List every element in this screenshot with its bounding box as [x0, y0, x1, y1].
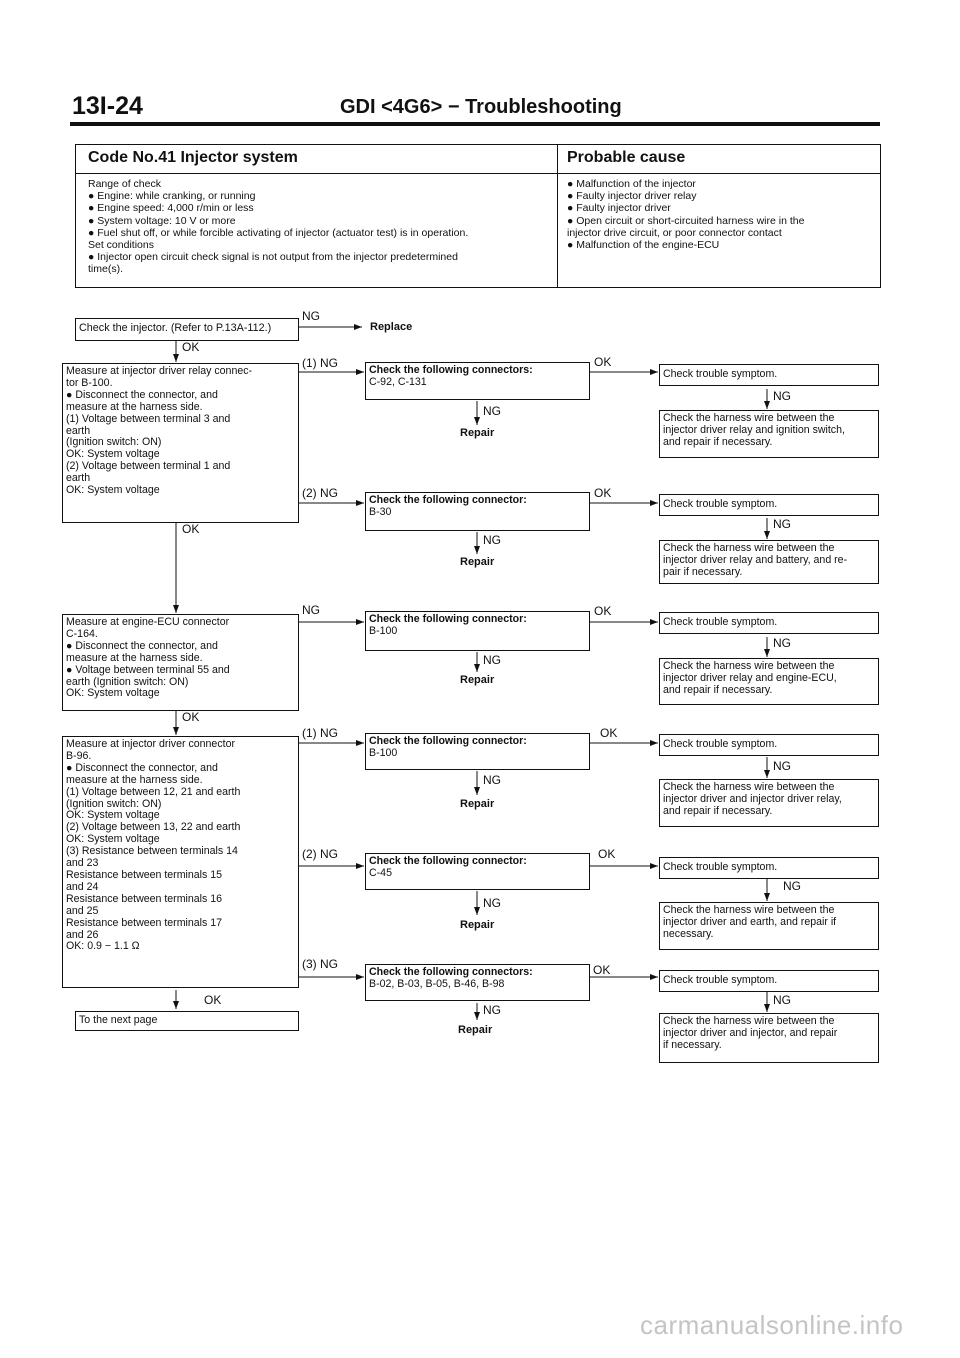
instruction-line: and 24	[66, 880, 99, 893]
trouble-symptom-box: Check trouble symptom.	[659, 857, 879, 879]
ng-label: (2) NG	[302, 847, 338, 861]
harness-check-box	[659, 1013, 879, 1063]
connector-list: B-02, B-03, B-05, B-46, B-98	[369, 977, 505, 990]
instruction-line: earth (Ignition switch: ON)	[66, 675, 189, 688]
connector-list: C-45	[369, 866, 392, 879]
instruction-line: and 23	[66, 857, 99, 870]
harness-line: Check the harness wire between the	[663, 542, 835, 554]
instruction-line: OK: System voltage	[66, 484, 160, 497]
check-heading: Check the following connector:	[369, 855, 527, 867]
trouble-symptom-box: Check trouble symptom.	[659, 612, 879, 634]
harness-line: Check the harness wire between the	[663, 660, 835, 672]
ng-label: (1) NG	[302, 726, 338, 740]
condition-line: ● Engine speed: 4,000 r/min or less	[88, 202, 254, 215]
harness-line: injector driver relay and battery, and re-	[663, 553, 848, 566]
instruction-line: OK: System voltage	[66, 809, 160, 822]
replace-label: Replace	[370, 321, 413, 333]
condition-line: Range of check	[88, 178, 161, 190]
cause-line: injector drive circuit, or poor connector contact	[567, 226, 782, 239]
condition-line: ● Injector open circuit check signal is not output from the injector predetermined	[88, 251, 458, 264]
instruction-line: (1) Voltage between 12, 21 and earth	[66, 785, 241, 798]
check-heading: Check the following connector:	[369, 613, 527, 625]
instruction-line: (Ignition switch: ON)	[66, 436, 162, 449]
ok-label: OK	[204, 993, 222, 1007]
check-heading: Check the following connector:	[369, 494, 527, 506]
condition-line: ● System voltage: 10 V or more	[88, 214, 236, 227]
harness-check-box	[659, 410, 879, 458]
trouble-symptom-box: Check trouble symptom.	[659, 970, 879, 992]
harness-line: Check the harness wire between the	[663, 1015, 835, 1027]
ok-label: OK	[182, 522, 200, 536]
ng-label: NG	[483, 404, 501, 418]
cause-line: ● Open circuit or short-circuited harness wire in the	[567, 214, 805, 227]
check-injector-box: Check the injector. (Refer to P.13A-112.)	[75, 318, 299, 341]
ok-label: OK	[593, 963, 611, 977]
instruction-line: ● Voltage between terminal 55 and	[66, 663, 230, 676]
ok-label: OK	[594, 355, 612, 369]
instruction-line: Resistance between terminals 16	[66, 892, 223, 905]
instruction-line: Resistance between terminals 15	[66, 868, 223, 881]
cause-line: ● Malfunction of the engine-ECU	[567, 239, 720, 252]
ng-label: NG	[483, 533, 501, 547]
trouble-symptom-box: Check trouble symptom.	[659, 494, 879, 516]
harness-line: Check the harness wire between the	[663, 904, 835, 916]
condition-line: ● Fuel shut off, or while forcible activating of injector (actuator test) is in operation.	[88, 226, 469, 239]
ng-label: NG	[773, 759, 791, 773]
check-connector-box	[365, 733, 590, 770]
instruction-line: Measure at engine-ECU connector	[66, 616, 230, 628]
ng-label: (2) NG	[302, 486, 338, 500]
check-heading: Check the following connectors:	[369, 966, 533, 978]
check-connector-box	[365, 611, 590, 651]
harness-check-box	[659, 902, 879, 950]
condition-line: time(s).	[88, 263, 123, 276]
ok-label: OK	[182, 710, 200, 724]
check-connector-box	[365, 853, 590, 890]
ng-label: NG	[773, 636, 791, 650]
instruction-line: earth	[66, 424, 91, 437]
ng-label: NG	[483, 1003, 501, 1017]
instruction-line: tor B-100.	[66, 376, 113, 389]
instruction-line: (2) Voltage between 13, 22 and earth	[66, 821, 241, 834]
measure-relay-connector-box	[62, 363, 299, 523]
measure-injector-driver-connector-box	[62, 736, 299, 988]
harness-line: injector driver and injector driver relay,	[663, 792, 842, 805]
instruction-line: Resistance between terminals 17	[66, 916, 223, 929]
ok-label: OK	[598, 847, 616, 861]
connector-list: B-100	[369, 746, 398, 759]
trouble-symptom-box: Check trouble symptom.	[659, 364, 879, 386]
ng-label: (1) NG	[302, 356, 338, 370]
measure-ecu-connector-box	[62, 614, 299, 711]
instruction-line: C-164.	[66, 627, 98, 640]
ok-label: OK	[182, 340, 200, 354]
instruction-line: measure at the harness side.	[66, 400, 203, 413]
watermark: carmanualsonline.info	[640, 1310, 904, 1340]
instruction-line: (1) Voltage between terminal 3 and	[66, 412, 231, 425]
ok-label: OK	[600, 726, 618, 740]
ng-label: NG	[302, 603, 320, 617]
ok-label: OK	[594, 486, 612, 500]
harness-line: injector driver relay and engine-ECU,	[663, 671, 837, 684]
probable-cause-heading: Probable cause	[567, 149, 686, 166]
repair-label: Repair	[460, 427, 495, 439]
instruction-line: (Ignition switch: ON)	[66, 797, 162, 810]
harness-line: and repair if necessary.	[663, 804, 773, 817]
instruction-line: (2) Voltage between terminal 1 and	[66, 460, 231, 473]
instruction-line: Measure at injector driver relay connec-	[66, 365, 253, 377]
repair-label: Repair	[460, 798, 495, 810]
ng-label: NG	[773, 389, 791, 403]
instruction-line: Measure at injector driver connector	[66, 738, 235, 750]
instruction-line: and 26	[66, 928, 99, 941]
repair-label: Repair	[460, 674, 495, 686]
instruction-line: OK: System voltage	[66, 833, 160, 846]
next-page-box: To the next page	[75, 1011, 299, 1031]
trouble-symptom-box: Check trouble symptom.	[659, 734, 879, 756]
instruction-line: ● Disconnect the connector, and	[66, 761, 218, 774]
code-heading: Code No.41 Injector system	[88, 149, 298, 166]
condition-line: Set conditions	[88, 239, 154, 252]
ng-label: (3) NG	[302, 957, 338, 971]
ng-label: NG	[483, 773, 501, 787]
cause-line: ● Faulty injector driver	[567, 202, 671, 215]
instruction-line: measure at the harness side.	[66, 773, 203, 786]
instruction-line: B-96.	[66, 749, 92, 762]
cause-line: ● Faulty injector driver relay	[567, 190, 697, 203]
instruction-line: earth	[66, 472, 91, 485]
ok-label: OK	[594, 604, 612, 618]
repair-label: Repair	[460, 919, 495, 931]
harness-line: if necessary.	[663, 1038, 722, 1051]
connector-list: C-92, C-131	[369, 375, 427, 388]
harness-check-box	[659, 658, 879, 705]
instruction-line: OK: System voltage	[66, 687, 160, 700]
cause-line: ● Malfunction of the injector	[567, 178, 696, 190]
ng-label: NG	[483, 653, 501, 667]
ng-label: NG	[483, 896, 501, 910]
page-number: 13I-24	[72, 92, 143, 120]
ng-label: NG	[783, 879, 801, 893]
harness-line: and repair if necessary.	[663, 683, 773, 696]
ng-label: NG	[302, 309, 320, 323]
instruction-line: OK: System voltage	[66, 448, 160, 461]
harness-line: injector driver and earth, and repair if	[663, 915, 837, 928]
harness-line: injector driver and injector, and repair	[663, 1026, 838, 1039]
instruction-line: ● Disconnect the connector, and	[66, 639, 218, 652]
repair-label: Repair	[460, 556, 495, 568]
check-heading: Check the following connector:	[369, 735, 527, 747]
harness-check-box	[659, 540, 879, 584]
instruction-line: (3) Resistance between terminals 14	[66, 845, 238, 858]
instruction-line: and 25	[66, 904, 99, 917]
harness-check-box	[659, 779, 879, 827]
harness-line: necessary.	[663, 927, 714, 940]
page-title: GDI <4G6> − Troubleshooting	[340, 96, 622, 118]
instruction-line: measure at the harness side.	[66, 651, 203, 664]
check-connectors-box	[365, 964, 590, 1001]
harness-line: Check the harness wire between the	[663, 781, 835, 793]
check-heading: Check the following connectors:	[369, 364, 533, 376]
harness-line: pair if necessary.	[663, 565, 743, 578]
ng-label: NG	[773, 517, 791, 531]
repair-label: Repair	[458, 1024, 493, 1036]
harness-line: and repair if necessary.	[663, 435, 773, 448]
harness-line: injector driver relay and ignition switch,	[663, 423, 845, 436]
condition-line: ● Engine: while cranking, or running	[88, 190, 256, 203]
check-connectors-box	[365, 362, 590, 400]
harness-line: Check the harness wire between the	[663, 412, 835, 424]
check-connector-box	[365, 492, 590, 531]
connector-list: B-100	[369, 624, 398, 637]
instruction-line: ● Disconnect the connector, and	[66, 388, 218, 401]
ng-label: NG	[773, 993, 791, 1007]
connector-list: B-30	[369, 505, 392, 518]
instruction-line: OK: 0.9 − 1.1 Ω	[66, 940, 140, 953]
